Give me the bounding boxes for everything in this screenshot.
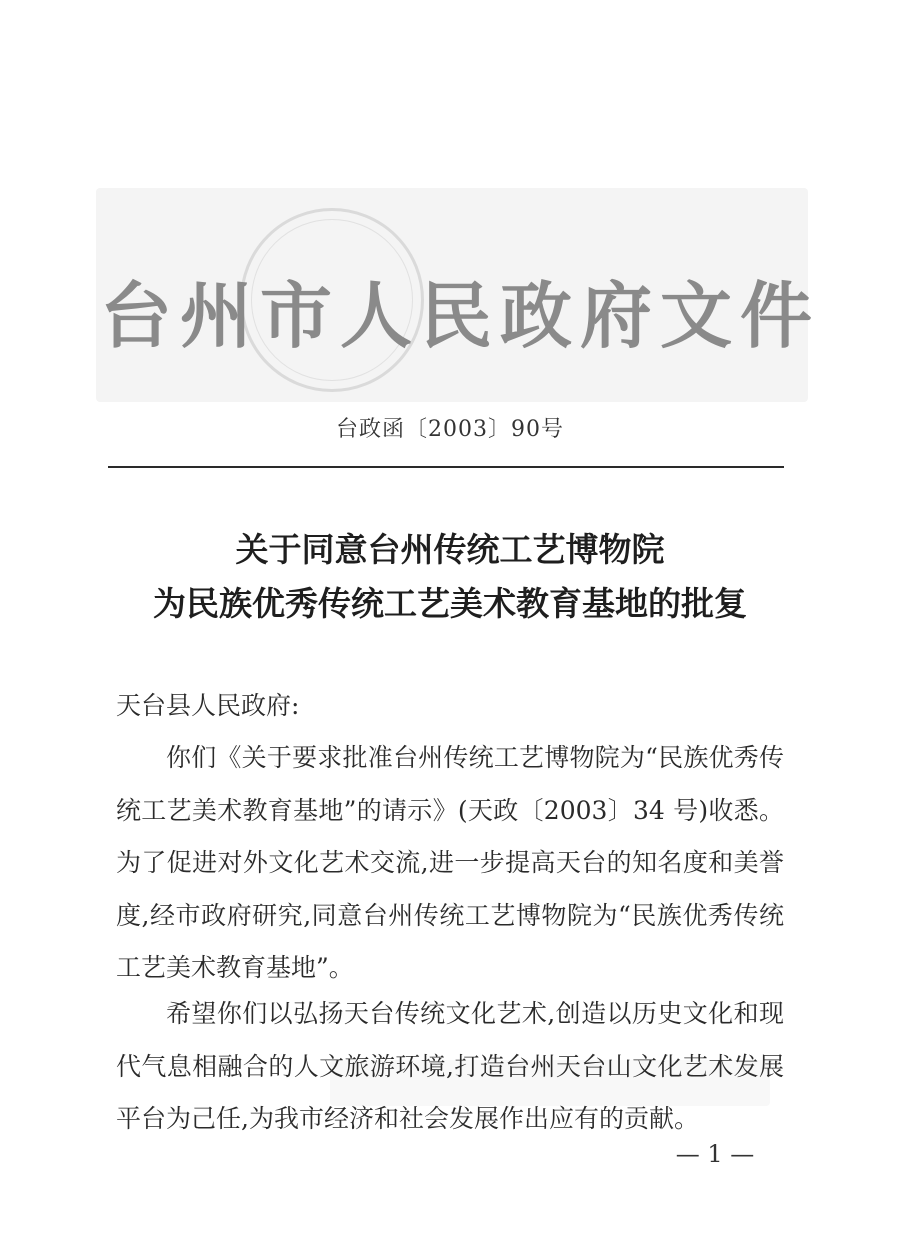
document-title-line-2: 为民族优秀传统工艺美术教育基地的批复 <box>153 584 747 623</box>
document-title-line-1: 关于同意台州传统工艺博物院 <box>235 530 665 569</box>
body-paragraph-1: 你们《关于要求批准台州传统工艺博物院为“民族优秀传统工艺美术教育基地”的请示》(天政〔2003〕34 号)收悉。为了促进对外文化艺术交流,进一步提高天台的知名度和美誉度,经市政府研究,同意台州传统工艺博物院为“民族优秀传统工艺美术教育基地”。 <box>116 743 784 982</box>
body-paragraph-2: 希望你们以弘扬天台传统文化艺术,创造以历史文化和现代气息相融合的人文旅游环境,打造台州天台山文化艺术发展平台为己任,为我市经济和社会发展作出应有的贡献。 <box>116 999 784 1133</box>
header-divider <box>108 466 784 468</box>
salutation: 天台县人民政府: <box>116 691 300 720</box>
page-number: — 1 — <box>675 1140 755 1168</box>
document-number: 台政函〔2003〕90号 <box>336 417 564 442</box>
masthead: 台州市人民政府文件 <box>100 273 821 358</box>
